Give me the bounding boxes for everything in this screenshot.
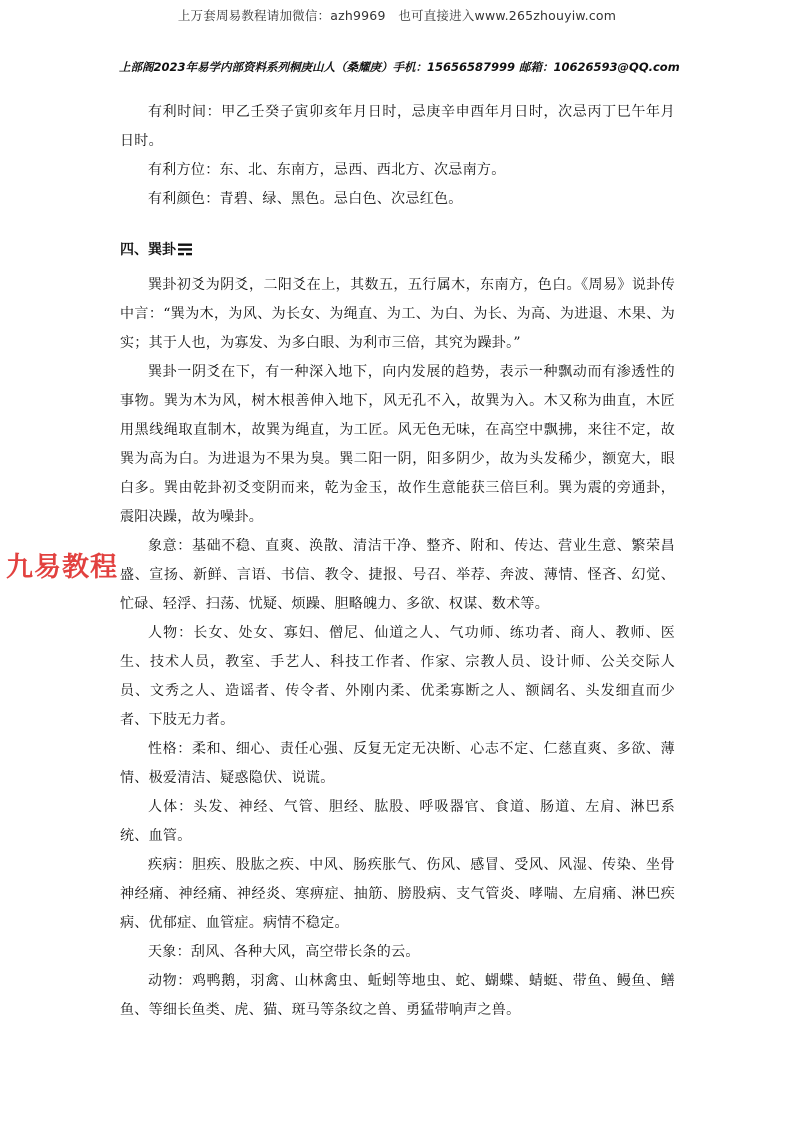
paragraph-diseases: 疾病：胆疾、股肱之疾、中风、肠疾胀气、伤风、感冒、受风、风湿、传染、坐骨神经痛、神经痛、神经炎、寒痹症、抽筋、膀股病、支气管炎、哮喘、左肩痛、淋巴疾病、优郁症、血管症。病情不稳定。 (120, 857, 675, 931)
paragraph-symbolism: 象意：基础不稳、直爽、涣散、清洁干净、整齐、附和、传达、营业生意、繁荣昌盛、宣扬、新鲜、言语、书信、教令、捷报、号召、举荐、奔波、薄情、怪吝、幻觉、忙碌、轻浮、扫荡、忧疑、烦躁、胆略魄力、多欲、权谋、数术等。 (120, 538, 675, 612)
xun-trigram-icon (178, 238, 192, 267)
header-series-title: 上部阁2023年易学内部资料系列 (119, 60, 290, 74)
page-header (119, 59, 680, 75)
paragraph-shuogua: 巽卦初爻为阴爻，二阳爻在上，其数五，五行属木，东南方，色白。《周易》说卦传中言：“巽为木，为风、为长女、为绳直、为工、为白、为长、为高、为进退、木果、为实；其于人也，为寡发、为多白眼、为利市三倍，其究为躁卦。” (120, 277, 675, 351)
intro-favorable-color: 有利颜色：青碧、绿、黑色。忌白色、次忌红色。 (148, 191, 463, 207)
paragraph-body-parts: 人体：头发、神经、气管、胆经、肱股、呼吸器官、食道、肠道、左肩、淋巴系统、血管。 (120, 799, 675, 844)
paragraph-personality: 性格：柔和、细心、责任心强、反复无定无决断、心志不定、仁慈直爽、多欲、薄情、极爱清洁、疑惑隐伏、说谎。 (120, 741, 675, 786)
header-author-contact: 桐庚山人（桑耀庚）手机：15656587999 邮箱：10626593@QQ.com (289, 60, 680, 74)
intro-favorable-direction: 有利方位：东、北、东南方，忌西、西北方、次忌南方。 (148, 162, 506, 178)
paragraph-explanation: 巽卦一阴爻在下，有一种深入地下，向内发展的趋势，表示一种飘动而有渗透性的事物。巽为木为风，树木根善伸入地下，风无孔不入，故巽为入。木又称为曲直，木匠用黑线绳取直制木，故巽为绳直，为工匠。风无色无味，在高空中飘拂，来往不定，故巽为高为白。为进退为不果为臭。巽二阳一阴，阳多阴少，故为头发稀少，额宽大，眼白多。巽由乾卦初爻变阴而来，乾为金玉，故作生意能获三倍巨利。巽为震的旁通卦，震阳决躁，故为噪卦。 (120, 364, 675, 525)
paragraph-animals: 动物：鸡鸭鹅，羽禽、山林禽虫、蚯蚓等地虫、蛇、蝴蝶、蜻蜓、带鱼、鳗鱼、鳝鱼、等细长鱼类、虎、猫、斑马等条纹之兽、勇猛带响声之兽。 (120, 973, 675, 1018)
paragraph-weather: 天象：刮风、各种大风，高空带长条的云。 (148, 944, 420, 960)
section-heading (120, 236, 675, 267)
document-body (120, 98, 675, 1025)
section-heading-text: 四、巽卦 (120, 242, 176, 258)
red-watermark-stamp: 九易教程 (6, 552, 118, 583)
top-watermark-text: 上万套周易教程请加微信：azh9969 也可直接进入www.265zhouyiw.com (177, 8, 617, 23)
intro-favorable-time: 有利时间：甲乙壬癸子寅卯亥年月日时，忌庚辛申酉年月日时，次忌丙丁巳午年月日时。 (120, 104, 675, 149)
paragraph-persons: 人物：长女、处女、寡妇、僧尼、仙道之人、气功师、练功者、商人、教师、医生、技术人员，教室、手艺人、科技工作者、作家、宗教人员、设计师、公关交际人员、文秀之人、造谣者、传令者、外刚内柔、优柔寡断之人、额阔名、头发细直而少者、下肢无力者。 (120, 625, 675, 728)
